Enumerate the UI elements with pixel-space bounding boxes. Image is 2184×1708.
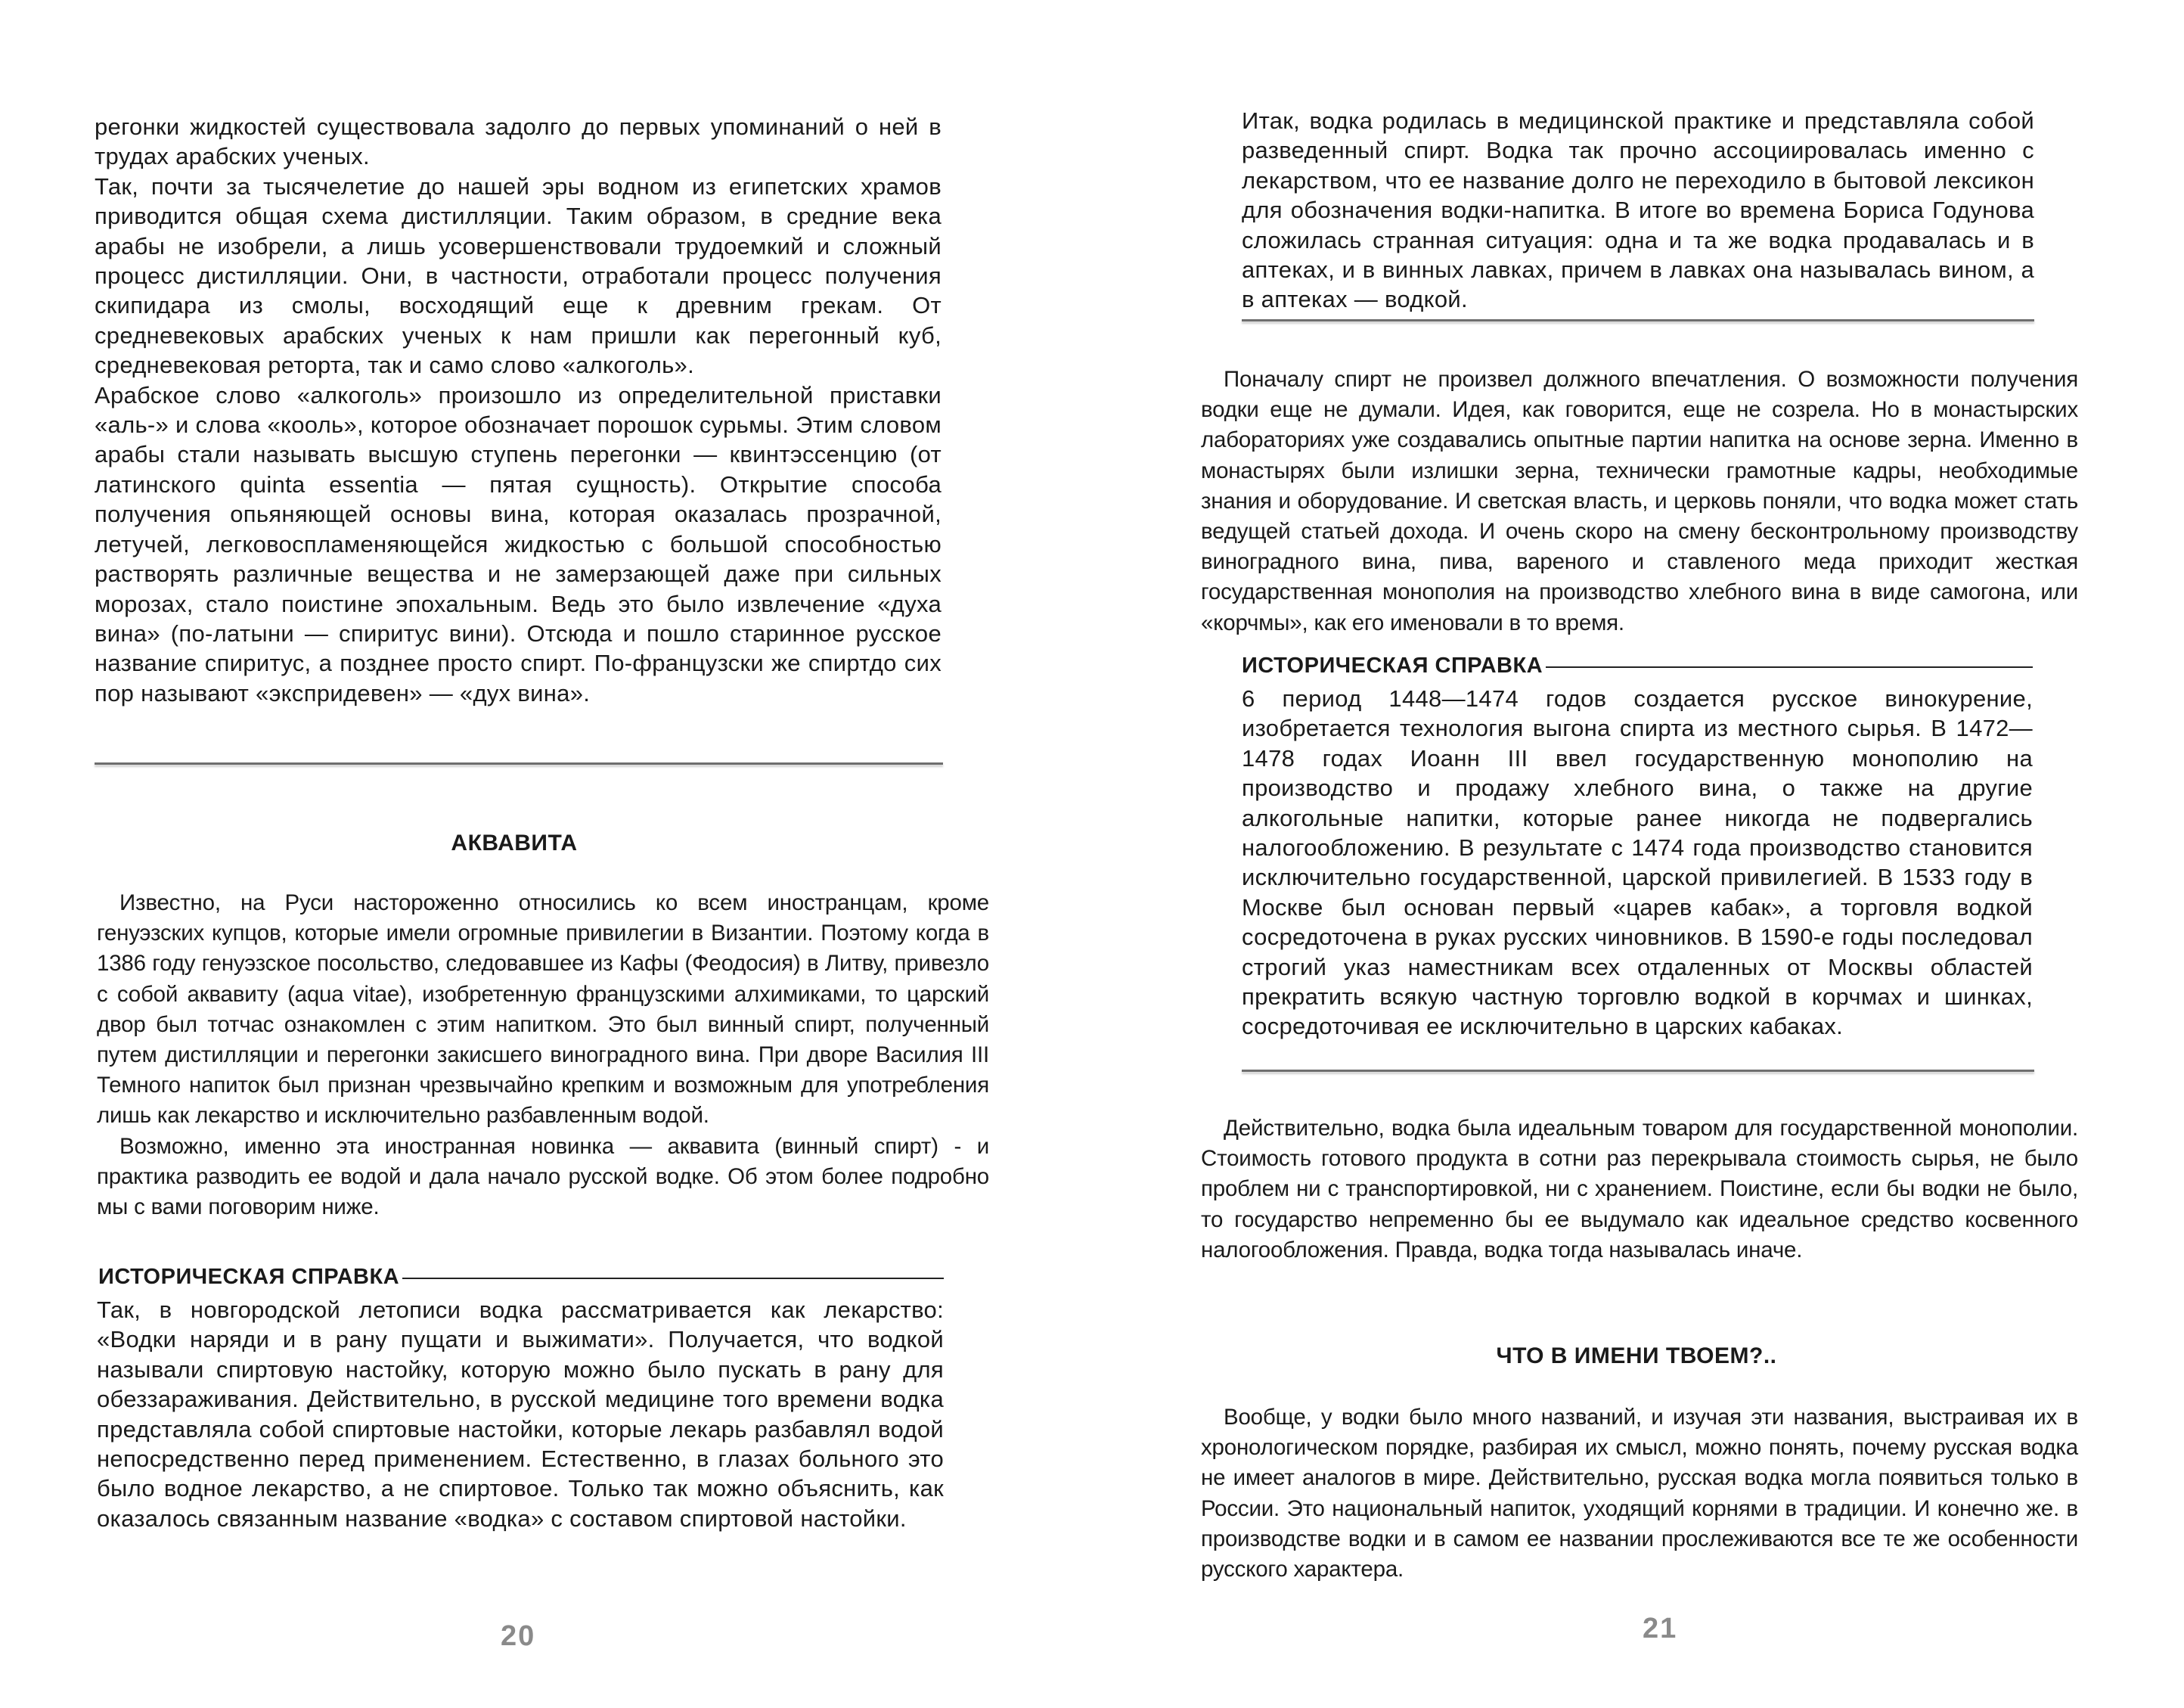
right-prose-3	[1201, 1402, 2078, 1585]
right-info-box-divider	[1242, 1070, 2034, 1072]
right-prose-3-text: Вообще, у водки было много названий, и изучая эти названия, выстраивая их в хронологическом порядке, разбирая их смысл, можно понять, почему русская водка не имеет аналогов в мире. Действительно, русская водка могла появиться только в России. Это национальный напиток, уходящий корнями в традиции. И конечно же. в производстве водки и в самом ее названии прослеживаются все те же особенности русского характера.	[1201, 1405, 2078, 1582]
section-title-chto-v-imeni: ЧТО В ИМЕНИ ТВОЕМ?..	[1496, 1343, 1777, 1368]
left-info-heading-label: ИСТОРИЧЕСКАЯ СПРАВКА	[98, 1265, 400, 1289]
left-top-box	[95, 112, 942, 708]
right-prose-1-text: Поначалу спирт не произвел должного впечатления. О возможности получения водки еще не думали. Идея, как говорится, еще не созрела. Но в монастырских лабораториях уже создавались опытные партии напитка на основе зерна. Именно в монастырях были излишки зерна, технически грамотные кадры, необходимые знания и оборудование. И светская власть, и церковь поняли, что водка может стать ведущей статьей дохода. И очень скоро на смену бесконтрольному производству виноградного вина, пива, вареного и ставленого меда приходит жесткая государственная монополия на производство хлебного вина в виде самогона, или «корчмы», как его именовали в то время.	[1201, 367, 2078, 635]
left-prose	[97, 888, 989, 1222]
left-top-paragraph-1: регонки жидкостей существовала задолго до первых упоминаний о ней в трудах арабских ученых.	[95, 113, 942, 170]
left-info-heading-line	[402, 1278, 944, 1279]
right-prose-1	[1201, 365, 2078, 638]
right-prose-2-text: Действительно, водка была идеальным товаром для государственной монополии. Стоимость готового продукта в сотни раз перекрывала стоимость сырья, не было проблем ни с транспортировкой, ни с хранением. Поистине, если бы водки не было, то государство непременно бы ее выдумало как идеальное средство косвенного налогообложения. Правда, водка тогда называлась иначе.	[1201, 1116, 2078, 1262]
left-top-box-divider	[95, 762, 943, 765]
left-prose-paragraph-2: Возможно, именно эта иностранная новинка — аквавита (винный спирт) - и практика разводить ее водой и дала начало русской водке. Об этом более подробно мы с вами поговорим ниже.	[97, 1133, 989, 1220]
left-top-paragraph-3: Арабское слово «алкоголь» произошло из определительной приставки «аль-» и слова «кооль», которое обозначает порошок сурьмы. Этим словом арабы стали называть высшую ступень перегонки — квинтэссенцию (от латинского quinta essentia — пятая сущность). Открытие способа получения опьяняющей основы вина, которая оказалась прозрачной, летучей, легковоспламеняющейся жидкостью с большой способностью растворять различные вещества и не замерзающей даже при сильных морозах, стало поистине эпохальным. Ведь это было извлечение «духа вина» (по-латыни — спиритус вини). Отсюда и пошло старинное русское название спиритус, а позднее просто спирт. По-французски же спиртдо сих пор называют «экспридевен» — «дух вина».	[95, 381, 942, 706]
left-info-text: Так, в новгородской летописи водка рассматривается как лекарство: «Водки наряди и в рану пущати и выжимати». Получается, что водкой называли спиртовую настойку, которую можно было пускать в рану для обеззараживания. Действительно, в русской медицине того времени водка представляла собой спиртовые настойки, которые лекарь разбавлял водой непосредственно перед применением. Естественно, в глазах больного это было водное лекарство, а не спиртовое. Только так можно объяснить, как оказалось связанным название «водка» с составом спиртовой настойки.	[97, 1297, 944, 1532]
right-info-text: 6 период 1448—1474 годов создается русское винокурение, изобретается технология выгона спирта из местного сырья. В 1472—1478 годах Иоанн III ввел государственную монополию на производство и продажу хлебного вина, о также на другие алкогольные напитки, которые ранее никогда не подвергались налогообложению. В результате с 1474 года производство становится исключительно государственной, царской привилегией. В 1533 году в Москве был основан первый «царев кабак», а торговля водкой сосредоточена в руках русских чиновников. В 1590-е годы последовал строгий указ наместникам всех отдаленных от Москвы областей прекратить всякую частную торговлю водкой в корчмах и шинках, сосредоточивая ее исключительно в царских кабаках.	[1242, 685, 2033, 1040]
right-info-heading-line	[1546, 666, 2033, 668]
right-top-box	[1242, 106, 2034, 315]
right-top-text: Итак, водка родилась в медицинской практике и представляла собой разведенный спирт. Водка так прочно ассоциировалась именно с лекарством, что ее название долго не переходило в бытовой лексикон для обозначения водки-напитка. В итоге во времена Бориса Годунова сложилась странная ситуация: одна и та же водка продавалась и в аптеках, и в винных лавках, причем в лавках она называлась вином, а в аптеках — водкой.	[1242, 107, 2034, 313]
right-info-heading	[1242, 654, 2033, 679]
right-top-box-divider	[1242, 319, 2034, 321]
right-page	[1092, 0, 2184, 1708]
left-info-heading	[98, 1265, 944, 1290]
page-number-left: 20	[501, 1620, 536, 1652]
right-info-heading-label: ИСТОРИЧЕСКАЯ СПРАВКА	[1242, 654, 1543, 678]
left-info-box	[97, 1295, 944, 1533]
page-number-right: 21	[1643, 1613, 1678, 1644]
right-info-box	[1242, 684, 2033, 1042]
section-title-akvavita: АКВАВИТА	[451, 831, 578, 856]
right-prose-2	[1201, 1113, 2078, 1265]
left-top-paragraph-2: Так, почти за тысячелетие до нашей эры водном из египетских храмов приводится общая схема дистилляции. Таким образом, в средние века арабы не изобрели, а лишь усовершенствовали трудоемкий и сложный процесс дистилляции. Они, в частности, отработали процесс получения скипидара из смолы, восходящий еще к древним грекам. От средневековых арабских ученых к нам пришли как перегонный куб, средневековая реторта, так и само слово «алкоголь».	[95, 172, 942, 379]
left-prose-paragraph-1: Известно, на Руси настороженно относились ко всем иностранцам, кроме генуэзских купцов, которые имели огромные привилегии в Византии. Поэтому когда в 1386 году генуэзское посольство, следовавшее из Кафы (Феодосия) в Литву, привезло с собой аквавиту (aqua vitae), изобретенную французскими алхимиками, то царский двор был тотчас ознакомлен с этим напитком. Это был винный спирт, полученный путем дистилляции и перегонки закисшего виноградного вина. При дворе Василия III Темного напиток был признан чрезвычайно крепким и возможным для употребления лишь как лекарство и исключительно разбавленным водой.	[97, 890, 989, 1129]
